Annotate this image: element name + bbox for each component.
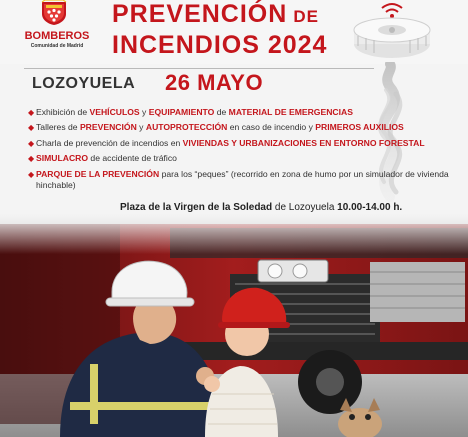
activity-item: ◆ Charla de prevención de incendios en VIVIENDAS Y URBANIZACIONES EN ENTORNO FORESTAL (28, 137, 425, 148)
header (0, 0, 468, 64)
title-main: PREVENCIÓN (112, 0, 288, 28)
header-divider (24, 68, 374, 69)
activities-list (28, 107, 468, 195)
activity-item: ◆ Exhibición de VEHÍCULOS y EQUIPAMIENTO de MATERIAL DE EMERGENCIAS (28, 107, 353, 117)
event-place: LOZOYUELA (32, 75, 136, 92)
venue-time: 10.00-14.00 h. (334, 202, 403, 213)
event-date: 26 MAYO (165, 70, 264, 95)
firefighter-photo (0, 214, 468, 437)
activity-item: ◆ SIMULACRO de accidente de tráfico (28, 153, 177, 164)
bullet-icon: ◆ (28, 123, 35, 133)
bullet-icon: ◆ (28, 108, 35, 117)
title-line-2: INCENDIOS 2024 (112, 31, 328, 59)
venue-line (120, 202, 402, 213)
venue-town: de Lozoyuela (272, 202, 335, 213)
bullet-icon: ◆ (28, 154, 35, 164)
shield-icon (40, 0, 68, 26)
venue-location: Plaza de la Virgen de la Soledad (120, 202, 273, 213)
bomberos-logo (24, 0, 90, 58)
title-connector: DE (293, 7, 319, 26)
bullet-icon: ◆ (28, 138, 35, 148)
title-line-1 (112, 0, 319, 31)
logo-name: BOMBEROS (24, 30, 90, 42)
smoke-detector-icon (352, 0, 432, 62)
activity-item: ◆ Talleres de PREVENCIÓN y AUTOPROTECCIÓN en caso de incendio y PRIMEROS AUXILIOS (28, 122, 404, 133)
activity-item: ◆ PARQUE DE LA PREVENCIÓN para los “peques” (recorrido en zona de humo por un simulador de vivienda hinchable) (28, 168, 449, 191)
logo-subtitle: Comunidad de Madrid (30, 43, 84, 49)
bullet-icon: ◆ (28, 169, 35, 179)
